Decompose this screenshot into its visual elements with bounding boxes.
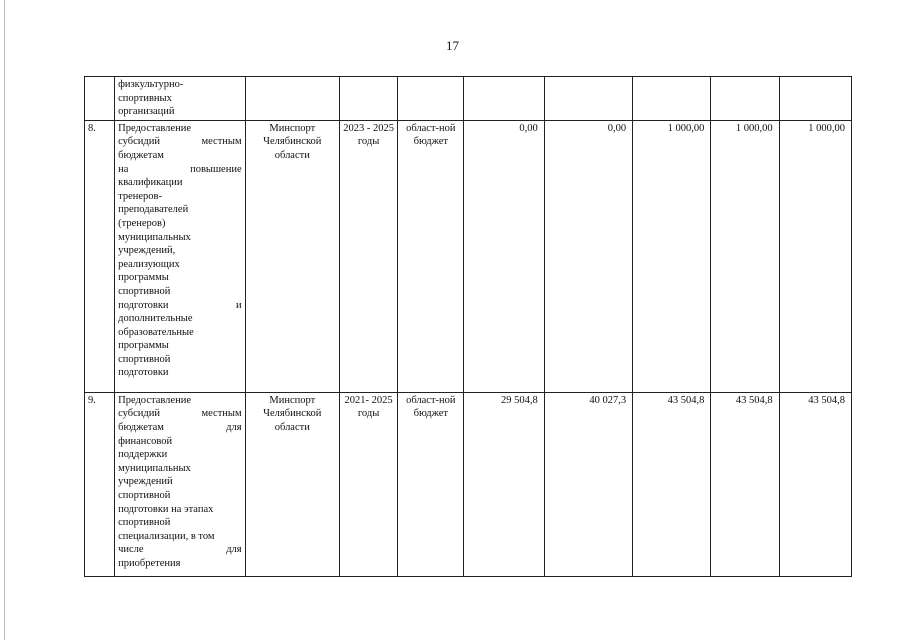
description-line: реализующих	[118, 258, 180, 270]
description-line: числе для	[118, 544, 242, 556]
page-number: 17	[446, 38, 459, 53]
period-cell: 2021- 2025 годы	[339, 392, 397, 576]
description-line: образовательные	[118, 326, 194, 338]
table-row	[85, 120, 852, 392]
description-line: Предоставление	[118, 394, 191, 406]
value-cell	[779, 77, 851, 121]
description-lines	[118, 122, 242, 380]
description-line: квалификации	[118, 177, 183, 189]
description-line: муниципальных	[118, 231, 191, 243]
value-cell: 1 000,00	[711, 120, 779, 392]
description-cell	[115, 392, 246, 576]
description-line: спортивной	[118, 517, 171, 529]
value-cell: 43 504,8	[711, 392, 779, 576]
value-cell	[711, 77, 779, 121]
period-cell	[339, 77, 397, 121]
description-lines	[118, 394, 242, 571]
description-line: субсидий местным	[118, 136, 242, 148]
description-lines	[118, 78, 242, 119]
table-row	[85, 392, 852, 576]
description-line: программы	[118, 272, 169, 284]
description-line: подготовки и	[118, 299, 242, 311]
description-line: бюджетам	[118, 149, 164, 161]
value-cell: 43 504,8	[633, 392, 711, 576]
description-cell	[115, 120, 246, 392]
description-line: поддержки	[118, 449, 168, 461]
description-line: бюджетам для	[118, 421, 242, 433]
value-cell: 1 000,00	[633, 120, 711, 392]
value-cell	[633, 77, 711, 121]
page-left-edge	[4, 0, 5, 640]
source-cell: област-ной бюджет	[398, 120, 464, 392]
description-line: подготовки	[118, 367, 169, 379]
description-line: подготовки на этапах	[118, 503, 214, 515]
description-line: физкультурно-	[118, 79, 184, 90]
description-line: спортивной	[118, 489, 171, 501]
description-line: спортивной	[118, 285, 171, 297]
description-line: учреждений,	[118, 245, 176, 257]
value-cell: 43 504,8	[779, 392, 851, 576]
description-line: специализации, в том	[118, 530, 215, 542]
description-line: тренеров-	[118, 190, 162, 202]
description-line: спортивных	[118, 92, 172, 104]
value-cell	[544, 77, 632, 121]
description-line: учреждений	[118, 476, 173, 488]
description-line: Предоставление	[118, 122, 191, 134]
table-row	[85, 77, 852, 121]
description-line: организаций	[118, 106, 175, 118]
row-number-cell	[85, 77, 115, 121]
budget-table	[84, 76, 852, 577]
row-number-cell: 8.	[85, 120, 115, 392]
source-cell: област-ной бюджет	[398, 392, 464, 576]
description-line: (тренеров)	[118, 217, 166, 229]
description-line: дополнительные	[118, 313, 193, 325]
table-body	[85, 77, 852, 577]
value-cell: 1 000,00	[779, 120, 851, 392]
description-line: финансовой	[118, 435, 173, 447]
description-line: программы	[118, 340, 169, 352]
description-line: спортивной	[118, 353, 171, 365]
value-cell: 0,00	[544, 120, 632, 392]
value-cell: 40 027,3	[544, 392, 632, 576]
description-line: на повышение	[118, 163, 242, 175]
row-number-cell: 9.	[85, 392, 115, 576]
description-cell	[115, 77, 246, 121]
executor-cell: Минспорт Челябинской области	[245, 392, 339, 576]
value-cell: 29 504,8	[464, 392, 544, 576]
period-cell: 2023 - 2025 годы	[339, 120, 397, 392]
value-cell	[464, 77, 544, 121]
description-line: субсидий местным	[118, 408, 242, 420]
executor-cell	[245, 77, 339, 121]
source-cell	[398, 77, 464, 121]
value-cell: 0,00	[464, 120, 544, 392]
description-line: преподавателей	[118, 204, 189, 216]
executor-cell: Минспорт Челябинской области	[245, 120, 339, 392]
description-line: муниципальных	[118, 462, 191, 474]
description-line: приобретения	[118, 557, 181, 569]
